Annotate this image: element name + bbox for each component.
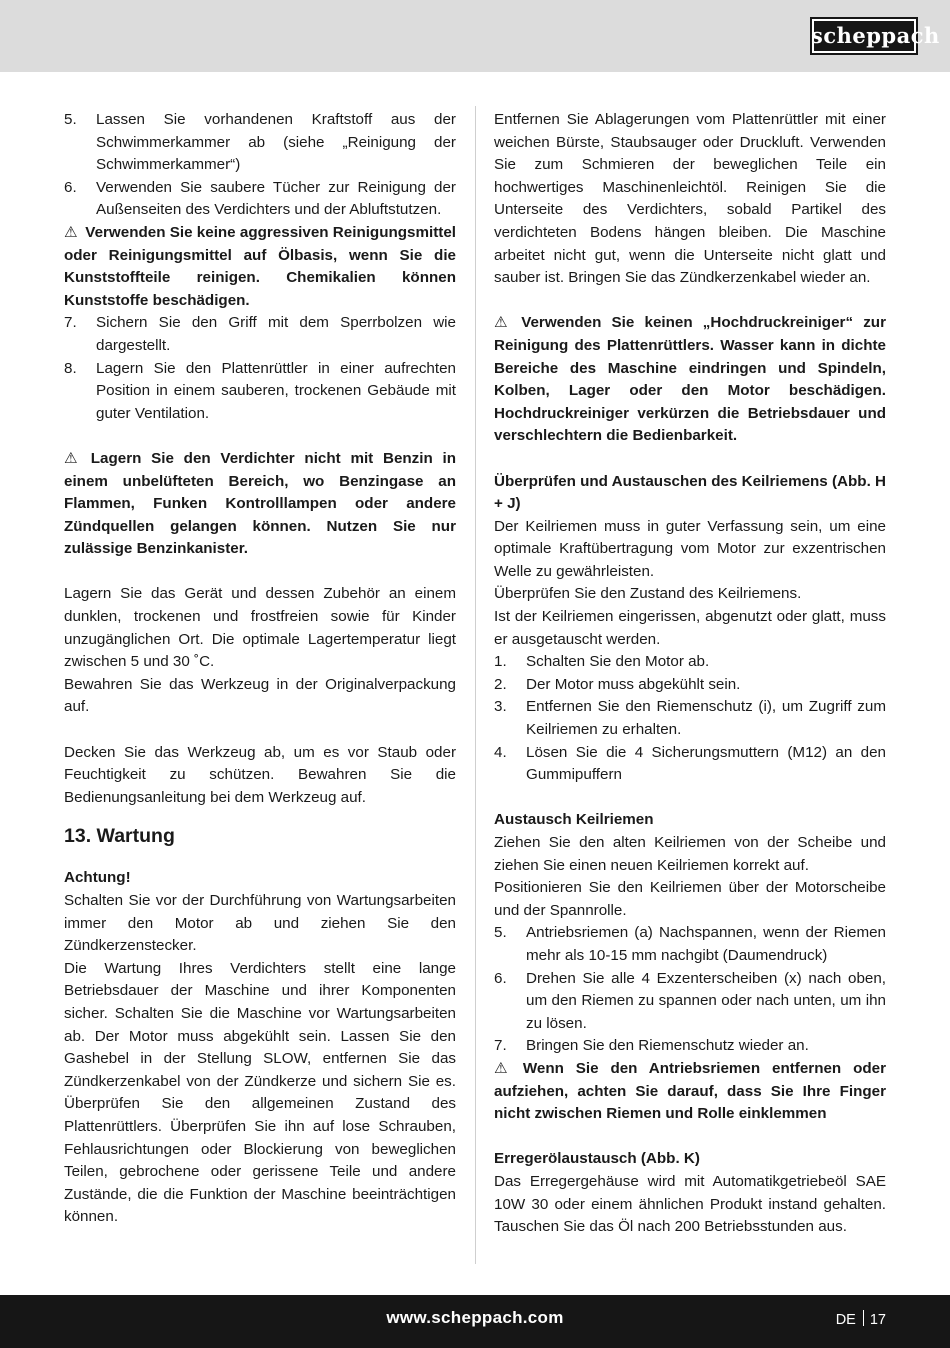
attention-heading: Achtung! — [64, 869, 131, 887]
list-item: 6. Drehen Sie alle 4 Exzenterscheiben (x) nach oben, um den Riemen zu spannen oder nach unten, um ihn zu lösen. — [494, 969, 886, 1032]
v-belt-replace-paragraph: Ist der Keilriemen eingerissen, abgenutzt oder glatt, muss er ausgetauscht werden. — [494, 608, 886, 648]
v-belt-paragraph: Der Keilriemen muss in guter Verfassung sein, um eine optimale Kraftübertragung vom Motor zur exzentrischen Welle zu gewährleisten. — [494, 517, 886, 580]
list-item: 5. Lassen Sie vorhandenen Kraftstoff aus der Schwimmerkammer ab (siehe „Reinigung der Schwimmerkammer“) — [64, 111, 456, 174]
list-item: 1. Schalten Sie den Motor ab. — [494, 653, 710, 671]
footer-url[interactable]: www.scheppach.com — [386, 1308, 564, 1327]
storage-packaging-paragraph: Bewahren Sie das Werkzeug in der Originalverpackung auf. — [64, 675, 456, 716]
column-divider — [475, 106, 476, 1264]
page-separator — [863, 1310, 864, 1326]
scheppach-logo: scheppach — [810, 17, 918, 55]
page-number — [836, 1310, 886, 1328]
list-item: 4. Lösen Sie die 4 Sicherungsmuttern (M12) an den Gummipuffern — [494, 743, 886, 784]
language-code: DE — [835, 1312, 856, 1328]
heading-exciter-oil: Erregerölaustausch (Abb. K) — [494, 1150, 700, 1168]
warning-storage-petrol: ⚠ Lagern Sie den Verdichter nicht mit Benzin in einem unbelüfteten Bereich, wo Benzingase an Flammen, Funken Kontrolllampen oder andere Zündquellen gelangen können. Nutzen Sie nur zulässige Benzinkanister. — [64, 449, 456, 558]
page-header — [0, 0, 950, 72]
heading-v-belt-exchange: Austausch Keilriemen — [494, 811, 654, 829]
warning-icon: ⚠ — [494, 1059, 508, 1077]
warning-icon: ⚠ — [64, 223, 78, 241]
exciter-oil-paragraph: Das Erregergehäuse wird mit Automatikgetriebeöl SAE 10W 30 oder einem ähnlichen Produkt instand gehalten. Tauschen Sie das Öl nach 200 Betriebsstunden aus. — [494, 1172, 886, 1236]
list-item: 7. Sichern Sie den Griff mit dem Sperrbolzen wie dargestellt. — [64, 314, 456, 354]
warning-fingers: ⚠ Wenn Sie den Antriebsriemen entfernen oder aufziehen, achten Sie darauf, dass Sie Ihre Finger nicht zwischen Riemen und Rolle einklemmen — [494, 1059, 886, 1123]
page-num: 17 — [869, 1312, 886, 1328]
v-belt-exchange-paragraph: Ziehen Sie den alten Keilriemen von der Scheibe und ziehen Sie einen neuen Keilriemen korrekt auf. — [494, 834, 886, 874]
list-item: 2. Der Motor muss abgekühlt sein. — [494, 675, 741, 693]
left-column — [64, 109, 456, 1229]
right-column — [494, 109, 886, 1239]
list-item: 5. Antriebsriemen (a) Nachspannen, wenn der Riemen mehr als 10-15 mm nachgibt (Daumendruck) — [494, 924, 886, 964]
warning-icon: ⚠ — [64, 449, 78, 467]
warning-pressure-washer: ⚠ Verwenden Sie keinen „Hochdruckreiniger“ zur Reinigung des Plattenrüttlers. Wasser kann in dichte Bereiche des Maschine eindringen und Spindeln, Kolben, Lager oder den Motor beschädigen. Hochdruckreiniger verkürzen die Betriebsdauer und verschlechtern die Bedienbarkeit. — [494, 314, 886, 445]
heading-v-belt-check: Überprüfen und Austauschen des Keilriemens (Abb. H + J) — [494, 472, 886, 513]
list-item: 6. Verwenden Sie saubere Tücher zur Reinigung der Außenseiten des Verdichters und der Abluftstutzen. — [64, 178, 456, 219]
list-item: 8. Lagern Sie den Plattenrüttler in einer aufrechten Position in einem sauberen, trockenen Gebäude mit guter Ventilation. — [64, 359, 456, 422]
section-title-wartung: 13. Wartung — [64, 825, 175, 848]
maintenance-paragraph: Die Wartung Ihres Verdichters stellt eine lange Betriebsdauer der Maschine und ihrer Komponenten sicher. Schalten Sie die Maschine vor Wartungsarbeiten ab. Der Motor muss abgekühlt sein. Lassen Sie den Gashebel in der Stellung SLOW, entfernen Sie das Zündkerzenkabel von der Zündkerze und sichern Sie es. Überprüfen Sie den allgemeinen Zustand des Plattenrüttlers. Überprüfen Sie ihn auf lose Schrauben, Fehlausrichtungen oder Blockierung von beweglichen Teilen, gebrochene oder gerissene Teile und andere Zustände, die die Funktion der Maschine beeinträchtigen können. — [64, 959, 456, 1226]
v-belt-position-paragraph: Positionieren Sie den Keilriemen über der Motorscheibe und der Spannrolle. — [494, 879, 886, 919]
list-item: 3. Entfernen Sie den Riemenschutz (i), um Zugriff zum Keilriemen zu erhalten. — [494, 698, 886, 739]
warning-cleaning-agents: ⚠ Verwenden Sie keine aggressiven Reinigungsmittel oder Reinigungsmittel auf Ölbasis, wenn Sie die Kunststoffteile reinigen. Chemikalien können Kunststoffe beschädigen. — [64, 223, 456, 309]
cleaning-paragraph: Entfernen Sie Ablagerungen vom Plattenrüttler mit einer weichen Bürste, Staubsauger oder Druckluft. Verwenden Sie zum Schmieren der beweglichen Teile ein hochwertiges Maschinenleichtöl. Reinigen Sie die Unterseite des Verdichters, sobald Partikel des verdichteten Bodens hängen bleiben. Die Maschine arbeitet nicht gut, wenn die Unterseite nicht glatt und sauber ist. Bringen Sie das Zündkerzenkabel wieder an. — [494, 111, 886, 287]
v-belt-check-paragraph: Überprüfen Sie den Zustand des Keilriemens. — [494, 585, 802, 603]
page-footer — [0, 1295, 950, 1348]
list-item: 7. Bringen Sie den Riemenschutz wieder an. — [494, 1037, 809, 1055]
storage-paragraph: Lagern Sie das Gerät und dessen Zubehör an einem dunklen, trockenen und frostfreien sowie für Kinder unzugänglichen Ort. Die optimale Lagertemperatur liegt zwischen 5 und 30 ˚C. — [64, 585, 456, 671]
cover-tool-paragraph: Decken Sie das Werkzeug ab, um es vor Staub oder Feuchtigkeit zu schützen. Bewahren Sie die Bedienungsanleitung bei dem Werkzeug auf. — [64, 743, 456, 806]
warning-icon: ⚠ — [494, 314, 508, 332]
maintenance-intro-paragraph: Schalten Sie vor der Durchführung von Wartungsarbeiten immer den Motor ab und ziehen Sie den Zündkerzenstecker. — [64, 892, 456, 955]
